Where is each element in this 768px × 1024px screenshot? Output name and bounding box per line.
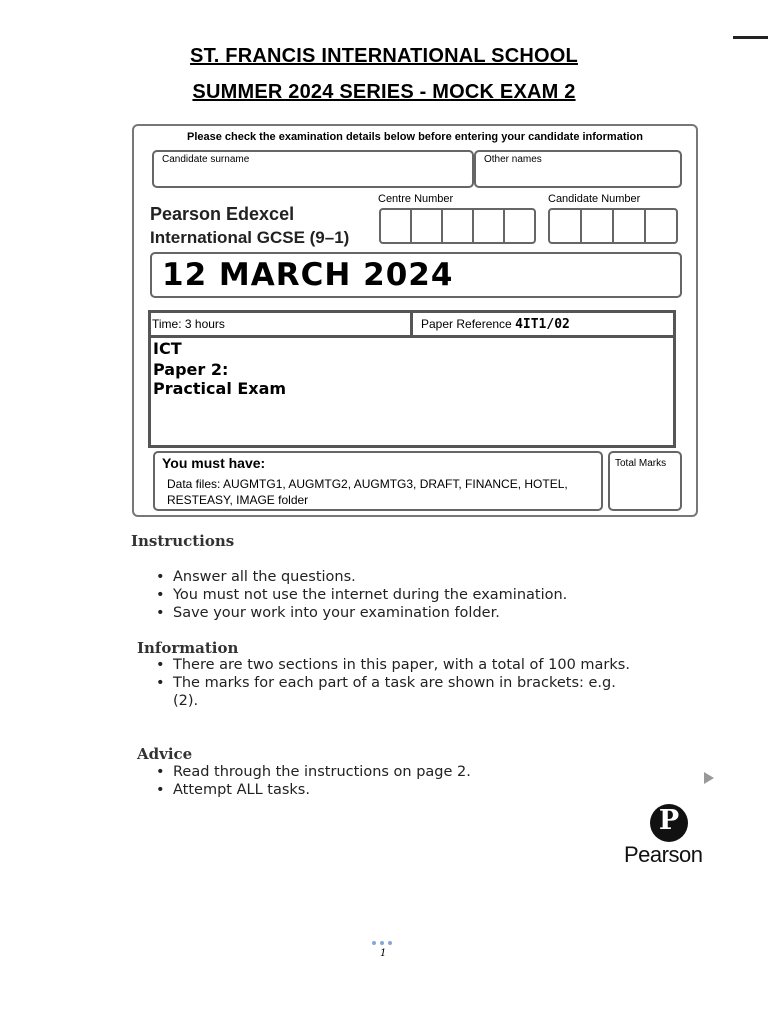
more-dots-icon[interactable] — [372, 941, 392, 945]
candidate-number-field[interactable] — [548, 208, 678, 244]
digit-box[interactable] — [443, 210, 474, 242]
advice-list — [131, 763, 651, 799]
total-marks-box — [608, 451, 682, 511]
top-edge-bar — [733, 36, 768, 39]
time-paper-row — [148, 310, 676, 338]
exam-date: 12 MARCH 2024 — [162, 257, 454, 293]
digit-box[interactable] — [505, 210, 534, 242]
other-names-field[interactable] — [474, 150, 682, 188]
paper-title: Practical Exam — [153, 379, 287, 398]
digit-box[interactable] — [412, 210, 443, 242]
candidate-cover-box — [132, 124, 698, 517]
check-note: Please check the examination details below before entering your candidate information — [186, 131, 643, 143]
total-marks-label: Total Marks — [615, 458, 667, 469]
digit-box[interactable] — [381, 210, 412, 242]
time-allowed: Time: 3 hours — [151, 313, 413, 335]
centre-number-field[interactable] — [379, 208, 536, 244]
must-have-text: Data files: AUGMTG1, AUGMTG2, AUGMTG3, DRAFT, FINANCE, HOTEL, RESTEASY, IMAGE folder — [167, 477, 568, 507]
list-item: • Answer all the questions. — [131, 568, 651, 586]
subject-name: ICT — [153, 339, 182, 358]
exam-series-title: SUMMER 2024 SERIES - MOCK EXAM 2 — [192, 81, 576, 103]
play-arrow-icon[interactable] — [704, 772, 714, 784]
list-item: • You must not use the internet during the examination. — [131, 586, 651, 604]
other-names-label: Other names — [484, 154, 542, 165]
centre-number-label: Centre Number — [378, 193, 454, 205]
subject-box — [148, 335, 676, 448]
qualification: International GCSE (9–1) — [150, 228, 350, 247]
candidate-surname-field[interactable] — [152, 150, 474, 188]
digit-box[interactable] — [550, 210, 582, 242]
list-item: • Save your work into your examination folder. — [131, 604, 651, 622]
paper-reference-label: Paper Reference — [421, 317, 512, 331]
school-title: ST. FRANCIS INTERNATIONAL SCHOOL — [190, 45, 578, 67]
logo-mark: P — [658, 805, 680, 836]
exam-date-box — [150, 252, 682, 298]
paper-reference-code: 4IT1/02 — [515, 317, 570, 332]
page-number: 1 — [380, 948, 387, 959]
list-item: • Read through the instructions on page 2. — [131, 763, 651, 781]
must-have-label: You must have: — [162, 455, 266, 471]
information-list — [131, 656, 631, 710]
digit-box[interactable] — [614, 210, 646, 242]
paper-number: Paper 2: — [153, 360, 229, 379]
information-heading: Information — [137, 639, 239, 657]
candidate-number-label: Candidate Number — [548, 193, 641, 205]
pearson-logo-icon — [650, 804, 688, 842]
must-have-box — [153, 451, 603, 511]
candidate-surname-label: Candidate surname — [162, 154, 250, 165]
digit-box[interactable] — [582, 210, 614, 242]
list-item: • The marks for each part of a task are shown in brackets: e.g. (2). — [131, 674, 631, 710]
list-item: • Attempt ALL tasks. — [131, 781, 651, 799]
paper-reference — [413, 313, 570, 335]
digit-box[interactable] — [646, 210, 676, 242]
exam-board: Pearson Edexcel — [150, 204, 295, 224]
pearson-logo-text: Pearson — [624, 842, 703, 867]
advice-heading: Advice — [137, 745, 193, 763]
instructions-heading: Instructions — [131, 532, 235, 550]
digit-box[interactable] — [474, 210, 505, 242]
list-item: • There are two sections in this paper, with a total of 100 marks. — [131, 656, 631, 674]
instructions-list — [131, 568, 651, 622]
